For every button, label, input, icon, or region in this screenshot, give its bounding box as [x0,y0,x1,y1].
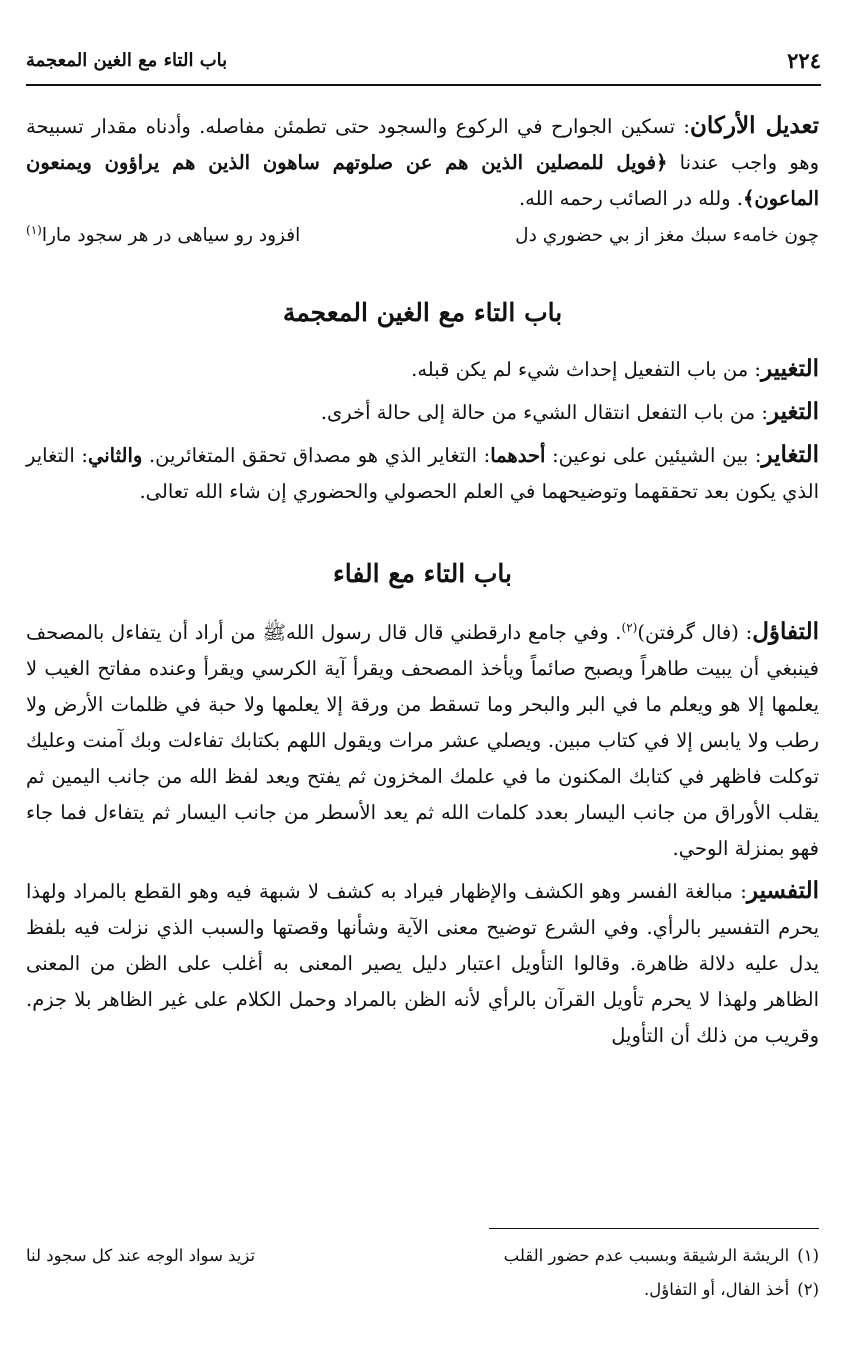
footnote-ref: (١) [26,222,42,237]
footnote-text: الريشة الرشيقة وبسبب عدم حضور القلب [503,1246,790,1265]
entry-term: التغيير [760,355,819,382]
entry-taghyir [26,351,819,388]
entry-text: : التغاير الذي هو مصداق تحقق المتغائرين. [142,444,491,467]
footnote-verse: تزيد سواد الوجه عند كل سجود لنا [26,1246,256,1265]
entry-term: التغاير [761,441,819,468]
running-title: باب التاء مع الغين المعجمة [26,50,228,71]
entry-text: : تسكين الجوارح في الركوع والسجود حتى تطمئن مفاصله. وأدناه مقدار تسبيحة وهو واجب عندنا [26,115,819,174]
footnote-1 [26,1239,819,1273]
entry-term: التفسير [746,877,819,904]
entry-emphasis: والثاني [88,444,143,467]
verse-hemistich-right: چون خامهء سبك مغز از بي حضوري دل [515,225,819,246]
entry-term: التغير [767,398,819,425]
entry-text: . وفي جامع دارقطني قال قال رسول اللهﷺ من أراد أن يتفاءل بالمصحف فينبغي أن يبيت طاهراً ويصبح صائماً ويأخذ المصحف ويقرأ آية الكرسي ويقرأ وعنده مفاتح الغيب لا يعلمها إلا هو ويعلم ما في البر والبحر وما تسقط من ورقة إلا يعلمها ولا حبة في ظلمات الأرض ولا رطب ولا يابس إلا في كتاب مبين. ويصلي عشر مرات ويقول اللهم بكتابك تفاءلت وبك آمنت وعليك توكلت فاظهر في كتابك المكنون ما في علمك المخزون ثم يفتح ويعد لفظ الله من جانب اليمين ثم يقلب الأوراق من جانب اليسار بعدد كلمات الله ثم يعد الأسطر من جانب اليسار ثم يتفاءل فما جاء فهو بمنزلة الوحي. [26,621,819,860]
entry-text: : مبالغة الفسر وهو الكشف والإظهار فيراد به كشف لا شبهة فيه وهو القطع بالمراد ولهذا يحرم التفسير بالرأي. وفي الشرع توضيح معنى الآية وشأنها وقصتها والسبب الذي نزلت فيه بلفظ يدل عليه دلالة ظاهرة. وقالوا التأويل اعتبار دليل يصير المعنى به أغلب على الظن من المعنى الظاهر ولهذا لا يحرم تأويل القرآن بالرأي لأنه الظن بالمراد وحمل الكلام على غير الظاهر بلا جزم. وقريب من ذلك أن التأويل [26,880,819,1047]
entry-taghayur [26,437,819,510]
footnotes [26,1228,819,1307]
quran-quote: ﴿فويل للمصلين الذين هم عن صلوتهم ساهون الذين هم يراؤون ويمنعون الماعون﴾ [26,151,819,210]
entry-tadil-arkan [26,108,819,217]
entry-text: : (فال گرفتن) [637,621,753,644]
verse-hemistich-left: افزود رو سياهى در هر سجود مارا$^{(١)}$ [26,222,301,246]
entry-tafsir [26,873,819,1054]
running-header [26,44,821,86]
entry-text: . ولله در الصائب رحمه الله. [518,187,743,210]
entry-text: : من باب التفعل انتقال الشيء من حالة إلى حالة أخرى. [320,401,768,424]
footnote-divider [489,1228,819,1229]
entry-text: : من باب التفعيل إحداث شيء لم يكن قبله. [411,358,761,381]
persian-verse [26,219,819,253]
entry-taghayyur [26,394,819,431]
footnote-text: أخذ الفال، أو التفاؤل. [644,1280,790,1299]
footnote-number: (٢) [797,1280,819,1299]
entry-emphasis: أحدهما [490,444,546,467]
entry-text: : بين الشيئين على نوعين: [545,444,762,467]
entry-text: : التغاير الذي يكون بعد تحققهما وتوضيحهما في العلم الحصولي والحضوري إن شاء الله تعالى. [26,444,819,503]
footnote-2 [26,1273,819,1307]
section-title: باب التاء مع الفاء [333,559,512,588]
entry-term: تعديل الأركان [690,112,820,139]
page-number: ٢٢٤ [787,48,821,73]
section-title: باب التاء مع الغين المعجمة [282,298,563,327]
footnote-ref: (٢) [621,620,638,635]
page-body [26,108,819,1054]
entry-tafaul [26,614,819,867]
footnote-number: (١) [797,1246,819,1265]
entry-term: التفاؤل [752,618,819,645]
